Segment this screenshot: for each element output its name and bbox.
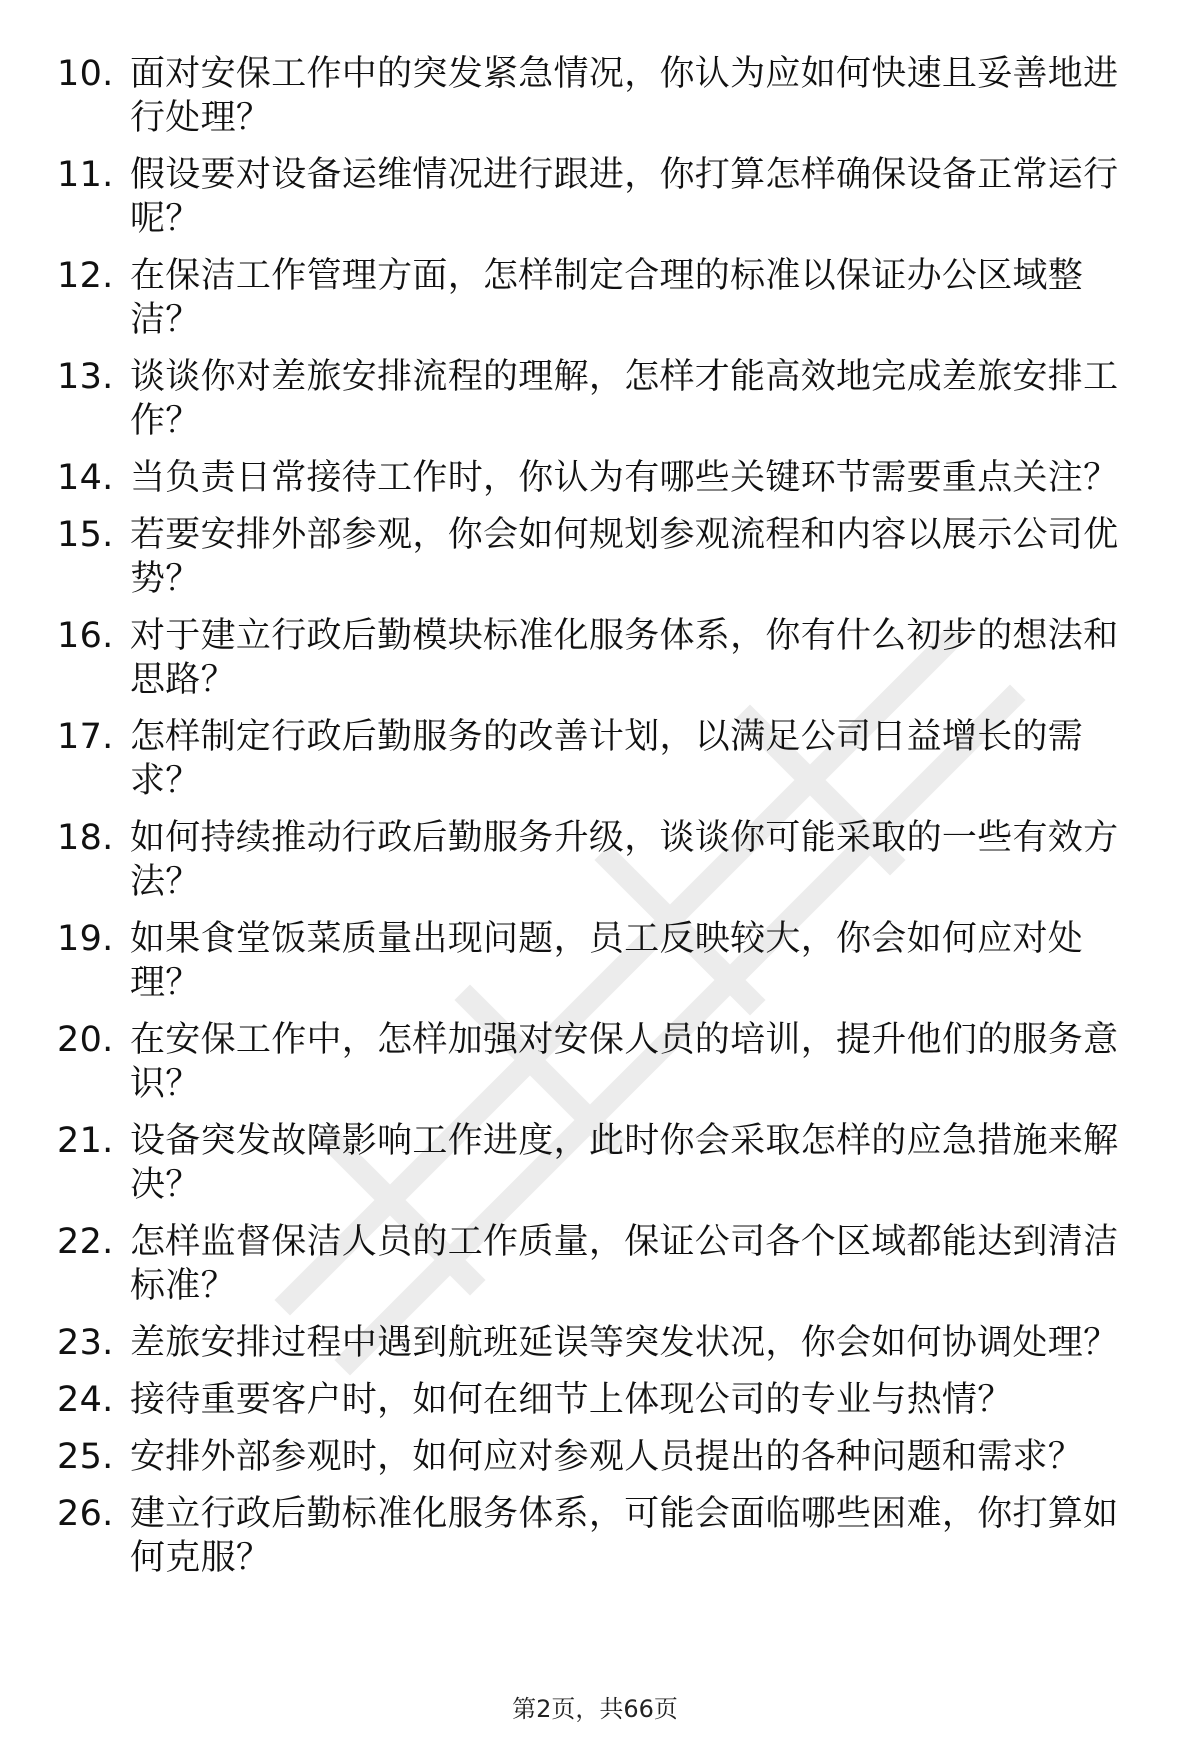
- question-number: 17.: [57, 717, 114, 757]
- question-text: 建立行政后勤标准化服务体系，可能会面临哪些困难，你打算如何克服？: [130, 1494, 1119, 1578]
- question-text: 差旅安排过程中遇到航班延误等突发状况，你会如何协调处理？: [130, 1323, 1119, 1363]
- question-text: 假设要对设备运维情况进行跟进，你打算怎样确保设备正常运行呢？: [130, 155, 1119, 239]
- question-text: 安排外部参观时，如何应对参观人员提出的各种问题和需求？: [130, 1437, 1084, 1477]
- question-number: 22.: [57, 1222, 114, 1262]
- question-number: 10.: [57, 54, 114, 94]
- question-number: 11.: [57, 155, 114, 195]
- question-text: 面对安保工作中的突发紧急情况，你认为应如何快速且妥善地进行处理？: [130, 54, 1119, 138]
- page-footer: 第2页，共66页: [512, 1695, 678, 1723]
- question-number: 19.: [57, 919, 114, 959]
- question-number: 12.: [57, 256, 114, 296]
- question-text: 设备突发故障影响工作进度，此时你会采取怎样的应急措施来解决？: [130, 1121, 1119, 1205]
- question-number: 13.: [57, 357, 114, 397]
- question-number: 23.: [57, 1323, 114, 1363]
- question-text: 在安保工作中，怎样加强对安保人员的培训，提升他们的服务意识？: [130, 1020, 1119, 1104]
- question-text: 怎样监督保洁人员的工作质量，保证公司各个区域都能达到清洁标准？: [130, 1222, 1119, 1306]
- question-text: 谈谈你对差旅安排流程的理解，怎样才能高效地完成差旅安排工作？: [130, 357, 1119, 441]
- question-number: 25.: [57, 1437, 114, 1477]
- question-number: 18.: [57, 818, 114, 858]
- question-text: 怎样制定行政后勤服务的改善计划，以满足公司日益增长的需求？: [130, 717, 1084, 801]
- question-text: 在保洁工作管理方面，怎样制定合理的标准以保证办公区域整洁？: [130, 256, 1084, 340]
- question-number: 15.: [57, 515, 114, 555]
- question-text: 对于建立行政后勤模块标准化服务体系，你有什么初步的想法和思路？: [130, 616, 1119, 700]
- question-text: 当负责日常接待工作时，你认为有哪些关键环节需要重点关注？: [130, 458, 1119, 498]
- question-number: 26.: [57, 1494, 114, 1534]
- question-text: 如果食堂饭菜质量出现问题，员工反映较大，你会如何应对处理？: [130, 919, 1084, 1003]
- question-number: 14.: [57, 458, 114, 498]
- question-text: 接待重要客户时，如何在细节上体现公司的专业与热情？: [130, 1380, 1013, 1420]
- question-text: 如何持续推动行政后勤服务升级，谈谈你可能采取的一些有效方法？: [130, 818, 1119, 902]
- question-number: 16.: [57, 616, 114, 656]
- question-number: 20.: [57, 1020, 114, 1060]
- question-number: 21.: [57, 1121, 114, 1161]
- question-text: 若要安排外部参观，你会如何规划参观流程和内容以展示公司优势？: [130, 515, 1119, 599]
- question-number: 24.: [57, 1380, 114, 1420]
